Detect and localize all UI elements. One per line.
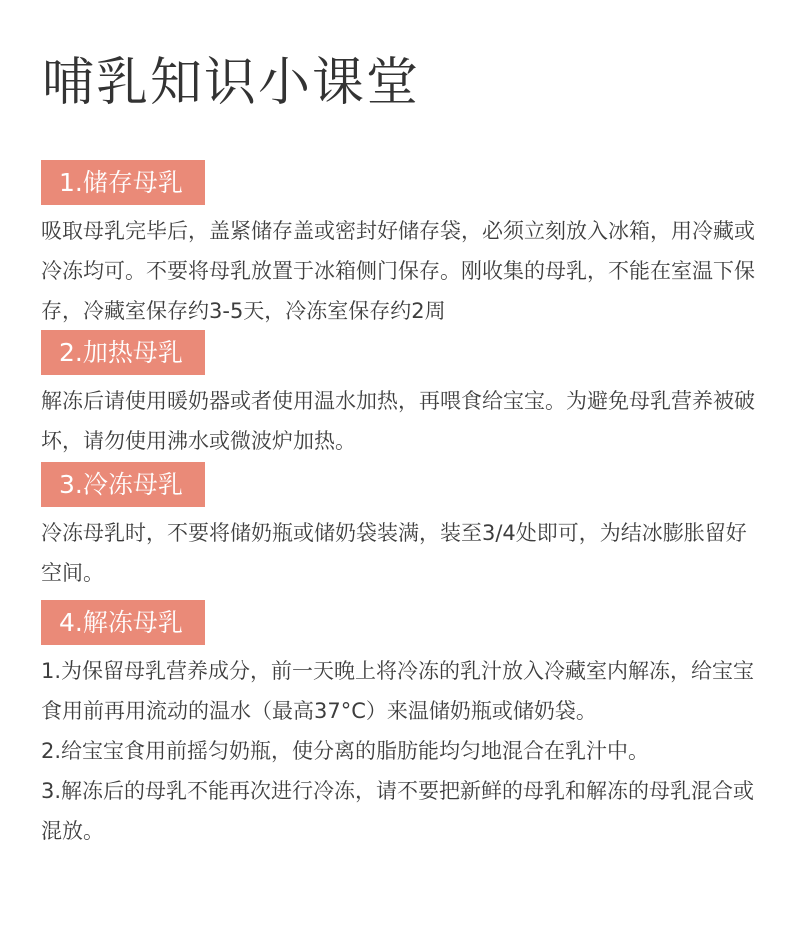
- section-body: [41, 513, 761, 593]
- section-tag: 1.储存母乳: [41, 160, 205, 205]
- section-paragraph: 2.给宝宝食用前摇匀奶瓶，使分离的脂肪能均匀地混合在乳汁中。: [41, 739, 650, 763]
- section-tag: 4.解冻母乳: [41, 600, 205, 645]
- section-paragraph: 解冻后请使用暖奶器或者使用温水加热，再喂食给宝宝。为避免母乳营养被破坏，请勿使用沸水或微波炉加热。: [41, 389, 755, 453]
- section-tag: 2.加热母乳: [41, 330, 205, 375]
- section-body: [41, 381, 761, 461]
- section-tag: 3.冷冻母乳: [41, 462, 205, 507]
- section-heat-breast-milk: [41, 330, 761, 461]
- section-paragraph: 3.解冻后的母乳不能再次进行冷冻，请不要把新鲜的母乳和解冻的母乳混合或混放。: [41, 779, 755, 843]
- section-thaw-breast-milk: [41, 600, 761, 851]
- section-body: [41, 651, 761, 851]
- section-paragraph: 1.为保留母乳营养成分，前一天晚上将冷冻的乳汁放入冷藏室内解冻，给宝宝食用前再用流动的温水（最高37°C）来温储奶瓶或储奶袋。: [41, 659, 755, 723]
- page-title: 哺乳知识小课堂: [42, 53, 421, 113]
- section-freeze-breast-milk: [41, 462, 761, 593]
- section-body: [41, 211, 761, 331]
- section-paragraph: 吸取母乳完毕后，盖紧储存盖或密封好储存袋，必须立刻放入冰箱，用冷藏或冷冻均可。不要将母乳放置于冰箱侧门保存。刚收集的母乳，不能在室温下保存，冷藏室保存约3-5天，冷冻室保存约2周: [41, 219, 755, 323]
- section-store-breast-milk: [41, 160, 761, 331]
- section-paragraph: 冷冻母乳时，不要将储奶瓶或储奶袋装满，装至3/4处即可，为结冰膨胀留好空间。: [41, 521, 747, 585]
